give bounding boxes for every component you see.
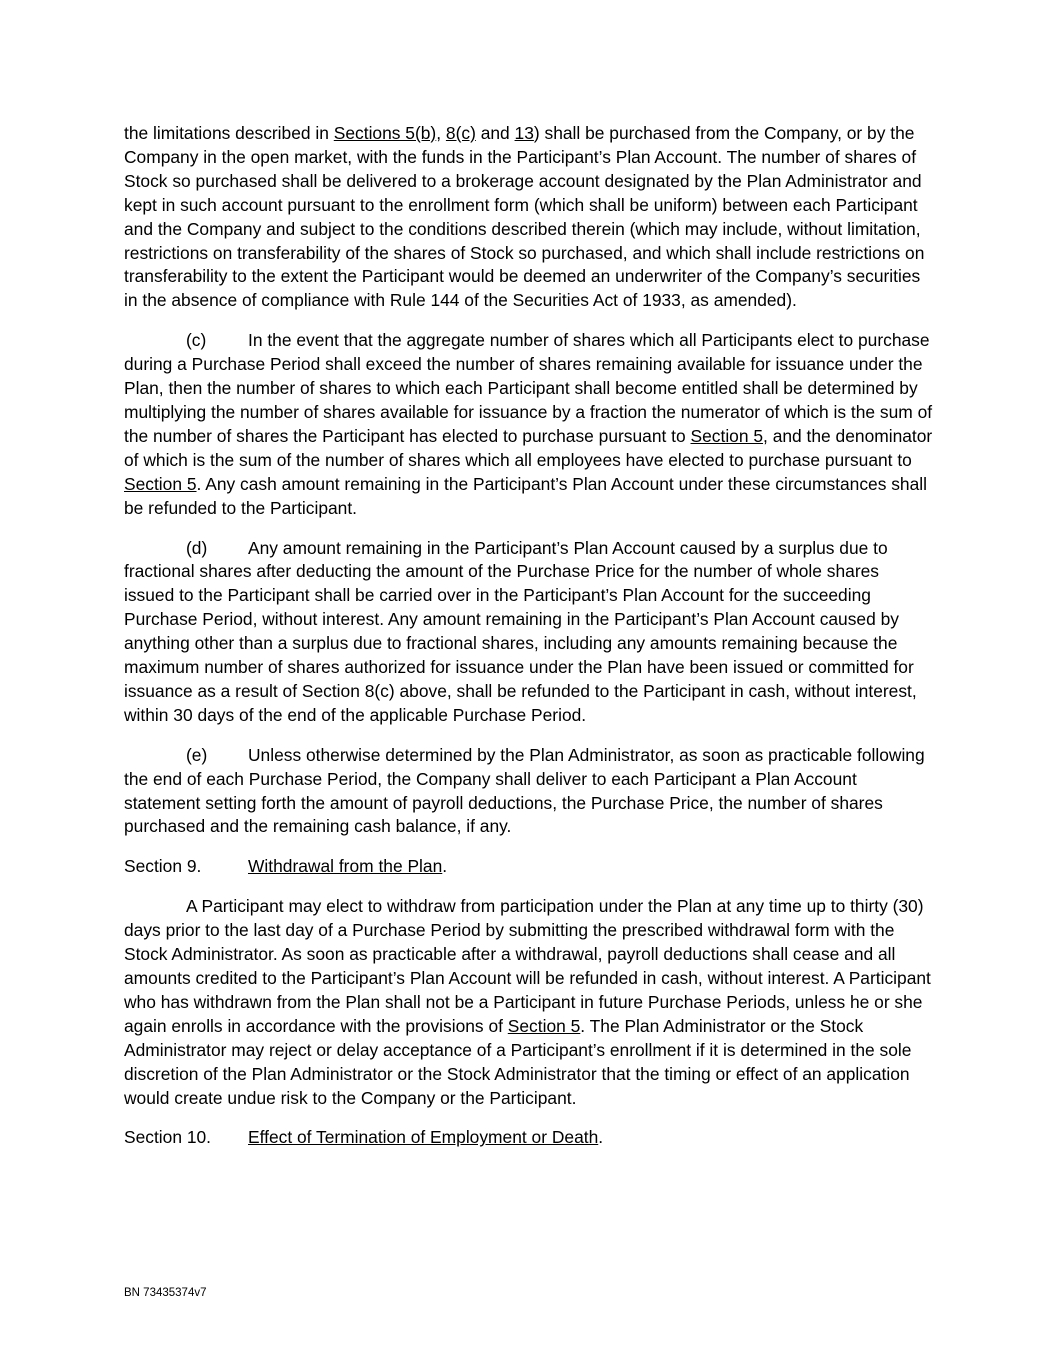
section-10-number: Section 10.	[124, 1127, 212, 1148]
section-13-reference[interactable]: 13	[514, 123, 534, 143]
paragraph-d	[124, 537, 934, 728]
continuation-text-4: ) shall be purchased from the Company, or by the Company in the open market, with the funds in the Participant’s Plan Account. The number of shares of Stock so purchased shall be delivered to a brokerage account designated by the Plan Administrator and kept in such account pursuant to the enrollment form (which shall be uniform) between each Participant and the Company and subject to the conditions described therein (which may include, without limitation, restrictions on transferability of the shares of Stock so purchased, and which shall include restrictions on transferability to the extent the Participant would be deemed an underwriter of the Company’s securities in the absence of compliance with Rule 144 of the Securities Act of 1933, as amended).	[124, 123, 925, 311]
section-9-number: Section 9.	[124, 856, 202, 877]
paragraph-d-text: Any amount remaining in the Participant’s Plan Account caused by a surplus due to fractional shares after deducting the amount of the Purchase Price for the number of whole shares issued to the Participant shall be carried over in the Participant’s Plan Account for the succeeding Purchase Period, without interest. Any amount remaining in the Participant’s Plan Account caused by anything other than a surplus due to fractional shares, including any amounts remaining because the maximum number of shares authorized for issuance under the Plan have been issued or committed for issuance as a result of Section 8(c) above, shall be refunded to the Participant in cash, without interest, within 30 days of the end of the applicable Purchase Period.	[124, 537, 917, 725]
paragraph-e	[124, 744, 934, 840]
document-id-footer: BN 73435374v7	[124, 1287, 207, 1299]
section-10-title: Effect of Termination of Employment or Death	[248, 1127, 599, 1148]
continuation-paragraph	[124, 122, 934, 313]
paragraph-c-text-1: In the event that the aggregate number of shares which all Participants elect to purchase during a Purchase Period shall exceed the number of shares remaining available for issuance under the Plan, then the number of shares to which each Participant shall become entitled shall be determined by multiplying the number of shares available for issuance by a fraction the numerator of which is the sum of the number of shares the Participant has elected to purchase pursuant to	[124, 330, 933, 446]
continuation-text-2: ,	[436, 123, 446, 143]
section-10-heading	[124, 1126, 934, 1150]
continuation-text-3: and	[475, 123, 515, 143]
section-9-text-2: . The Plan Administrator or the Stock Administrator may reject or delay acceptance of a Participant’s enrollment if it is determined in the sole discretion of the Plan Administrator or the Stock Administrator that the timing or effect of an application would create undue risk to the Company or the Participant.	[124, 1015, 912, 1108]
paragraph-c-text-2: , and the denominator of which is the sum of the number of shares which all employees have elected to purchase pursuant to	[124, 425, 933, 470]
paragraph-e-text: Unless otherwise determined by the Plan Administrator, as soon as practicable following the end of each Purchase Period, the Company shall deliver to each Participant a Plan Account statement setting forth the amount of payroll deductions, the Purchase Price, the number of shares purchased and the remaining cash balance, if any.	[124, 744, 925, 837]
document-page	[124, 122, 934, 1166]
paragraph-c-text-3: . Any cash amount remaining in the Participant’s Plan Account under these circumstances shall be refunded to the Participant.	[124, 473, 927, 518]
section-9-text-1: A Participant may elect to withdraw from participation under the Plan at any time up to thirty (30) days prior to the last day of a Purchase Period by submitting the prescribed withdrawal form with the Stock Administrator. As soon as practicable after a withdrawal, payroll deductions shall cease and all amounts credited to the Participant’s Plan Account will be refunded in cash, without interest. A Participant who has withdrawn from the Plan shall not be a Participant in future Purchase Periods, unless he or she again enrolls in accordance with the provisions of	[124, 896, 931, 1036]
section-5-reference-3[interactable]: Section 5	[507, 1015, 581, 1036]
section-5-reference-1[interactable]: Section 5	[690, 425, 764, 446]
paragraph-c	[124, 329, 934, 520]
paragraph-c-label: (c)	[186, 330, 207, 351]
section-9-title: Withdrawal from the Plan	[248, 856, 443, 877]
section-9-heading	[124, 855, 934, 879]
continuation-text-1: the limitations described in	[124, 123, 334, 143]
section-9-body	[124, 895, 934, 1110]
section-9-period: .	[442, 856, 448, 877]
section-10-period: .	[598, 1127, 604, 1148]
section-5-reference-2[interactable]: Section 5	[124, 473, 197, 494]
paragraph-e-label: (e)	[186, 744, 208, 765]
sections-5b-reference[interactable]: Sections 5(b)	[333, 123, 437, 143]
section-8c-reference[interactable]: 8(c)	[445, 123, 476, 143]
paragraph-d-label: (d)	[186, 537, 208, 558]
